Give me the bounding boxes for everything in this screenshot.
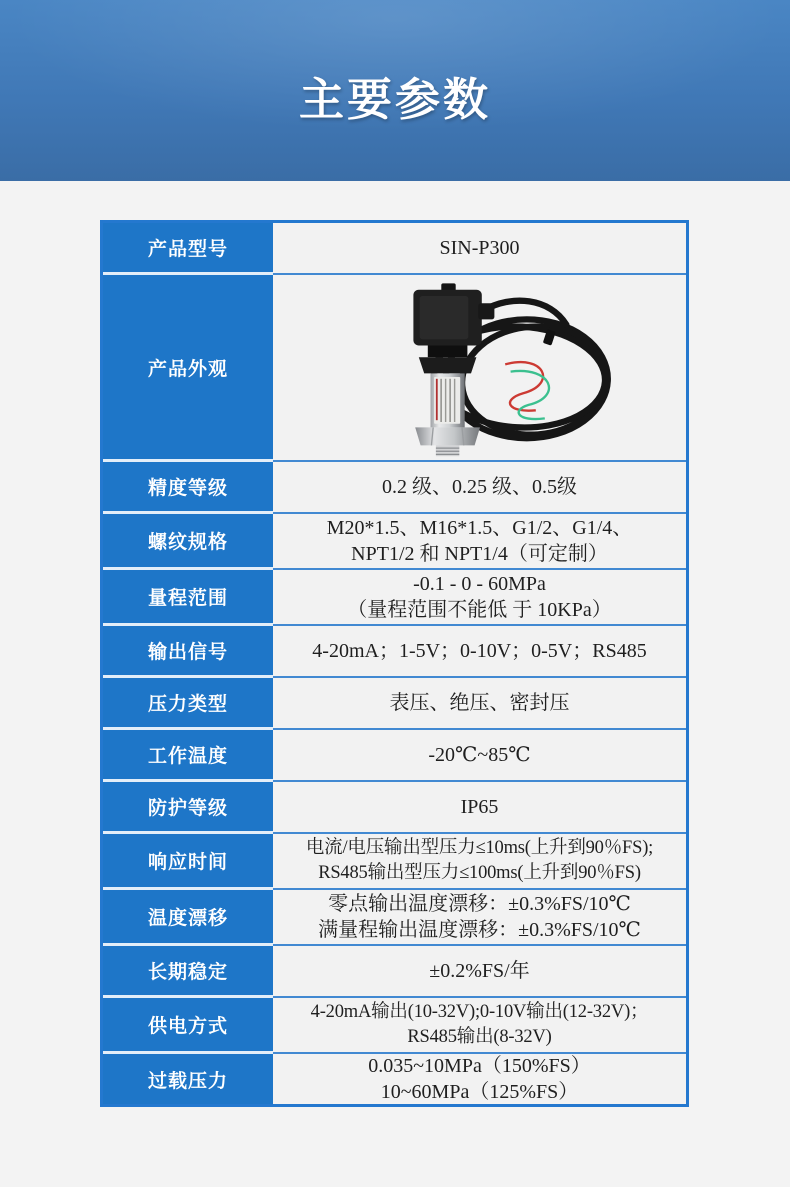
row-label: 精度等级 — [103, 462, 273, 514]
row-value — [273, 223, 686, 275]
table-row-thread-spec — [103, 514, 686, 570]
value-line: 4-20mA输出(10-32V);0-10V输出(12-32V)； — [310, 1002, 649, 1022]
row-value — [273, 514, 686, 570]
row-label: 输出信号 — [103, 626, 273, 678]
value-line: 10~60MPa（125%FS） — [380, 1081, 579, 1103]
value-line: -0.1 - 0 - 60MPa — [413, 573, 546, 595]
row-value — [273, 462, 686, 514]
row-value — [273, 1054, 686, 1104]
row-label: 温度漂移 — [103, 890, 273, 946]
row-value — [273, 730, 686, 782]
page-title: 主要参数 — [298, 74, 491, 125]
table-row-measuring-range — [103, 570, 686, 626]
value-line: （量程范围不能低 于 10KPa） — [347, 599, 612, 621]
row-value — [273, 946, 686, 998]
table-row-long-term-stability — [103, 946, 686, 998]
value-line: SIN-P300 — [439, 237, 520, 259]
row-value — [273, 570, 686, 626]
table-row-output-signal — [103, 626, 686, 678]
pressure-transmitter-image — [312, 278, 648, 458]
row-label: 量程范围 — [103, 570, 273, 626]
table-row-accuracy — [103, 462, 686, 514]
row-label: 螺纹规格 — [103, 514, 273, 570]
row-label: 工作温度 — [103, 730, 273, 782]
table-row-working-temperature — [103, 730, 686, 782]
value-line: NPT1/2 和 NPT1/4（可定制） — [351, 543, 608, 565]
value-line: -20℃~85℃ — [428, 744, 531, 766]
black-hex-collar — [418, 357, 476, 373]
row-value — [273, 890, 686, 946]
value-line: 0.2 级、0.25 级、0.5级 — [382, 476, 577, 498]
value-line: 电流/电压输出型压力≤10ms(上升到90％FS); — [305, 838, 654, 858]
table-row-response-time — [103, 834, 686, 890]
value-line: 4-20mA；1-5V；0-10V；0-5V；RS485 — [312, 640, 647, 662]
steel-body — [430, 373, 464, 427]
value-line: ±0.2%FS/年 — [429, 960, 530, 982]
hex-nut — [415, 427, 480, 445]
header-banner — [0, 0, 790, 181]
row-label: 供电方式 — [103, 998, 273, 1054]
row-value — [273, 626, 686, 678]
value-line: M20*1.5、M16*1.5、G1/2、G1/4、 — [326, 517, 633, 539]
red-wire — [505, 362, 543, 411]
thread-stub — [435, 445, 458, 456]
table-row-overload-pressure — [103, 1054, 686, 1104]
table-row-product-appearance — [103, 275, 686, 462]
value-line: 满量程输出温度漂移：±0.3%FS/10℃ — [318, 919, 641, 941]
row-value — [273, 782, 686, 834]
table-row-power-supply — [103, 998, 686, 1054]
table-row-temperature-drift — [103, 890, 686, 946]
value-line: RS485输出(8-32V) — [407, 1027, 552, 1047]
din-connector — [413, 283, 494, 345]
value-line: 0.035~10MPa（150%FS） — [368, 1055, 591, 1077]
row-value — [273, 275, 686, 462]
table-row-protection-rating — [103, 782, 686, 834]
row-label: 压力类型 — [103, 678, 273, 730]
spec-table — [100, 220, 689, 1107]
row-label: 长期稳定 — [103, 946, 273, 998]
value-line: IP65 — [460, 796, 499, 818]
row-value — [273, 834, 686, 890]
row-value — [273, 678, 686, 730]
connector-neck — [427, 345, 467, 357]
table-row-pressure-type — [103, 678, 686, 730]
row-label: 产品外观 — [103, 275, 273, 462]
value-line: RS485输出型压力≤100ms(上升到90％FS) — [318, 863, 641, 883]
row-label: 响应时间 — [103, 834, 273, 890]
row-label: 产品型号 — [103, 223, 273, 275]
table-row-product-model — [103, 223, 686, 275]
row-value — [273, 998, 686, 1054]
value-line: 零点输出温度漂移：±0.3%FS/10℃ — [328, 893, 631, 915]
row-label: 过载压力 — [103, 1054, 273, 1104]
product-photo — [277, 277, 682, 458]
row-label: 防护等级 — [103, 782, 273, 834]
value-line: 表压、绝压、密封压 — [389, 692, 570, 714]
